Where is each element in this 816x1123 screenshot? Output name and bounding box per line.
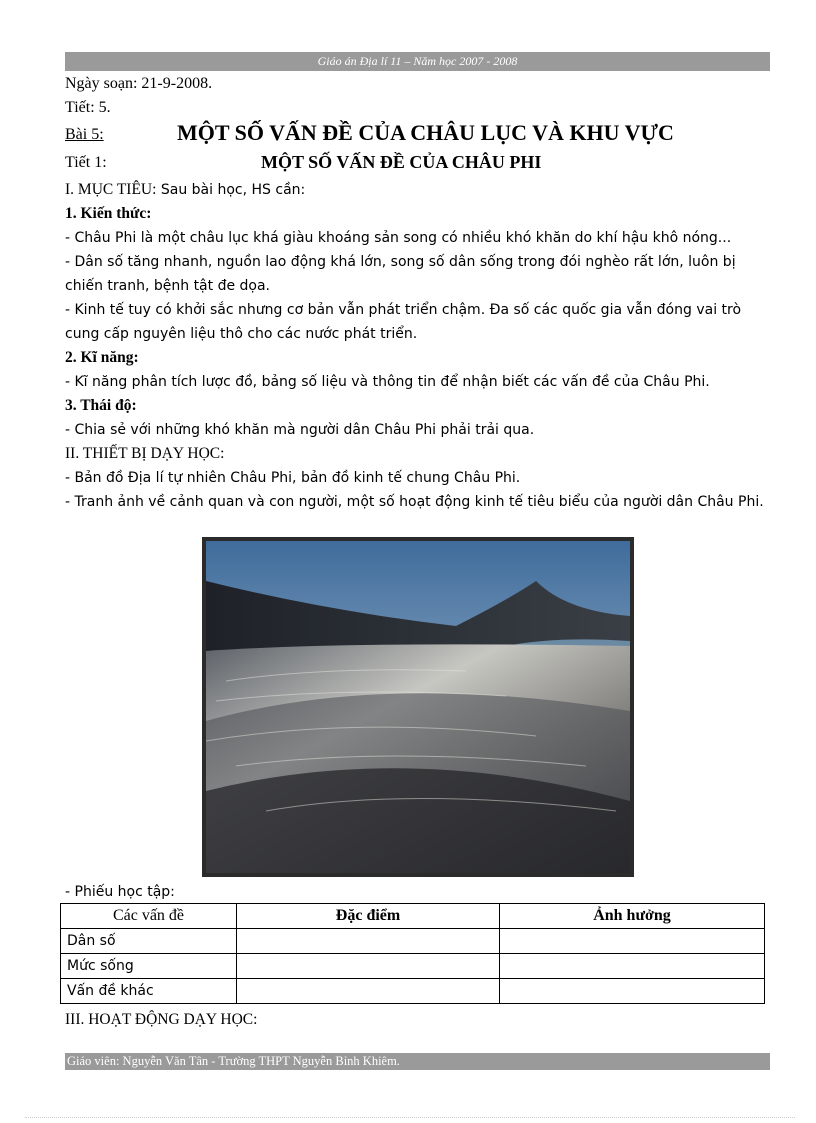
knowledge-item: - Châu Phi là một châu lục khá giàu khoáng sản song có nhiều khó khăn do khí hậu khô nóng...	[65, 230, 732, 246]
knowledge-heading: 1. Kiến thức:	[65, 205, 152, 222]
table-cell	[237, 954, 500, 979]
page-header: Giáo án Địa lí 11 – Năm học 2007 - 2008	[65, 52, 770, 71]
table-row	[61, 979, 765, 1004]
table-row	[61, 954, 765, 979]
attitude-heading: 3. Thái độ:	[65, 397, 137, 414]
column-header: Các vấn đề	[61, 904, 237, 929]
worksheet-table	[60, 903, 765, 1004]
table-cell	[500, 954, 765, 979]
lesson-label: Bài 5:	[65, 126, 104, 143]
knowledge-item: - Kinh tế tuy có khởi sắc nhưng cơ bản vẫn phát triển chậm. Đa số các quốc gia vẫn đóng vai trò cung cấp nguyên liệu thô cho các nước phát triển.	[65, 302, 742, 342]
equipment-heading: II. THIẾT BỊ DẠY HỌC:	[65, 445, 225, 462]
table-cell: Mức sống	[61, 954, 237, 979]
desert-dunes-illustration	[206, 541, 630, 873]
objectives-heading: I. MỤC TIÊU:	[65, 181, 157, 198]
page-bottom-edge	[25, 1117, 795, 1118]
period-number: Tiết: 5.	[65, 99, 111, 116]
table-header-row	[61, 904, 765, 929]
lesson-sub-label: Tiết 1:	[65, 154, 107, 171]
equipment-item: - Tranh ảnh về cảnh quan và con người, một số hoạt động kinh tế tiêu biểu của người dân Châu Phi.	[65, 494, 764, 510]
lesson-title-row	[65, 120, 770, 150]
knowledge-item: - Dân số tăng nhanh, nguồn lao động khá lớn, song số dân sống trong đói nghèo rất lớn, luôn bị chiến tranh, bệnh tật đe dọa.	[65, 254, 736, 294]
table-cell: Dân số	[61, 929, 237, 954]
column-header: Ảnh hưởng	[500, 904, 765, 929]
objectives-intro: Sau bài học, HS cần:	[160, 182, 306, 198]
column-header: Đặc điểm	[237, 904, 500, 929]
table-cell	[237, 929, 500, 954]
activities-heading: III. HOẠT ĐỘNG DẠY HỌC:	[65, 1011, 258, 1028]
lesson-title: MỘT SỐ VẤN ĐỀ CỦA CHÂU LỤC VÀ KHU VỰC	[177, 120, 674, 145]
table-cell: Vấn đề khác	[61, 979, 237, 1004]
table-cell	[500, 979, 765, 1004]
skills-item: - Kĩ năng phân tích lược đồ, bảng số liệu và thông tin để nhận biết các vấn đề của Châu Phi.	[65, 374, 710, 390]
lesson-subtitle: MỘT SỐ VẤN ĐỀ CỦA CHÂU PHI	[261, 152, 542, 172]
objectives-heading-line	[65, 178, 770, 202]
equipment-item: - Bản đồ Địa lí tự nhiên Châu Phi, bản đồ kinh tế chung Châu Phi.	[65, 470, 521, 486]
lesson-subtitle-row	[65, 152, 770, 176]
skills-heading: 2. Kĩ năng:	[65, 349, 139, 366]
table-cell	[237, 979, 500, 1004]
page-footer: Giáo viên: Nguyễn Văn Tân - Trường THPT Nguyễn Bỉnh Khiêm.	[65, 1053, 770, 1070]
table-cell	[500, 929, 765, 954]
table-row	[61, 929, 765, 954]
prep-date: Ngày soạn: 21-9-2008.	[65, 75, 213, 92]
desert-dunes-photo	[202, 537, 634, 877]
worksheet-label: - Phiếu học tập:	[65, 884, 175, 900]
attitude-item: - Chia sẻ với những khó khăn mà người dân Châu Phi phải trải qua.	[65, 422, 535, 438]
